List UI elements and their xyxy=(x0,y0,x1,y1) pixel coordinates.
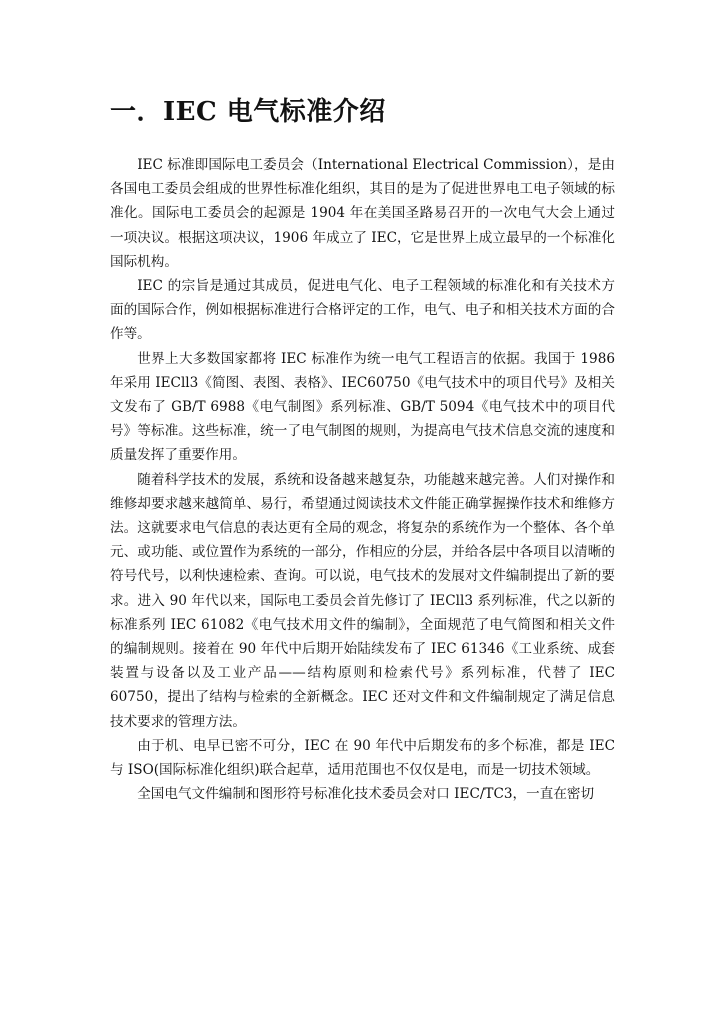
paragraph: 由于机、电早已密不可分，IEC 在 90 年代中后期发布的多个标准，都是 IEC 与 ISO(国际标准化组织)联合起草，适用范围也不仅仅是电，而是一切技术领域。 xyxy=(110,737,615,779)
paragraph: IEC 的宗旨是通过其成员，促进电气化、电子工程领域的标准化和有关技术方面的国际合作，例如根据标准进行合格评定的工作，电气、电子和相关技术方面的合作等。 xyxy=(110,278,615,343)
paragraph: IEC 标准即国际电工委员会（International Electrical Commission），是由各国电工委员会组成的世界性标准化组织，其目的是为了促进世界电工电子领域的标准化。国际电工委员会的起源是 1904 年在美国圣路易召开的一次电气大会上通过一项决议。根据这项决议，1906 年成立了 IEC，它是世界上成立最早的一个标准化国际机构。 xyxy=(110,157,615,270)
body-text xyxy=(110,153,615,806)
section-heading: 一．IEC 电气标准介绍 xyxy=(110,97,386,127)
paragraph: 全国电气文件编制和图形符号标准化技术委员会对口 IEC/TC3，一直在密切 xyxy=(137,786,595,803)
paragraph: 随着科学技术的发展，系统和设备越来越复杂，功能越来越完善。人们对操作和维修却要求越来越简单、易行，希望通过阅读技术文件能正确掌握操作技术和维修方法。这就要求电气信息的表达更有全局的观念，将复杂的系统作为一个整体、各个单元、或功能、或位置作为系统的一部分，作相应的分层，并给各层中各项目以清晰的符号代号，以利快速检索、查询。可以说，电气技术的发展对文件编制提出了新的要求。进入 90 年代以来，国际电工委员会首先修订了 IECll3 系列标准，代之以新的标准系列 IEC 61082《电气技术用文件的编制》，全面规范了电气简图和相关文件的编制规则。接着在 90 年代中后期开始陆续发布了 IEC 61346《工业系统、成套装置与设备以及工业产品——结构原则和检索代号》系列标准，代替了 IEC 60750，提出了结构与检索的全新概念。IEC 还对文件和文件编制规定了满足信息技术要求的管理方法。 xyxy=(110,471,615,730)
paragraph: 世界上大多数国家都将 IEC 标准作为统一电气工程语言的依据。我国于 1986 年采用 IECll3《简图、表图、表格》、IEC60750《电气技术中的项目代号》及相关文发布了 GB/T 6988《电气制图》系列标准、GB/T 5094《电气技术中的项目代号》等标准。这些标准，统一了电气制图的规则，为提高电气技术信息交流的速度和质量发挥了重要作用。 xyxy=(110,350,615,464)
